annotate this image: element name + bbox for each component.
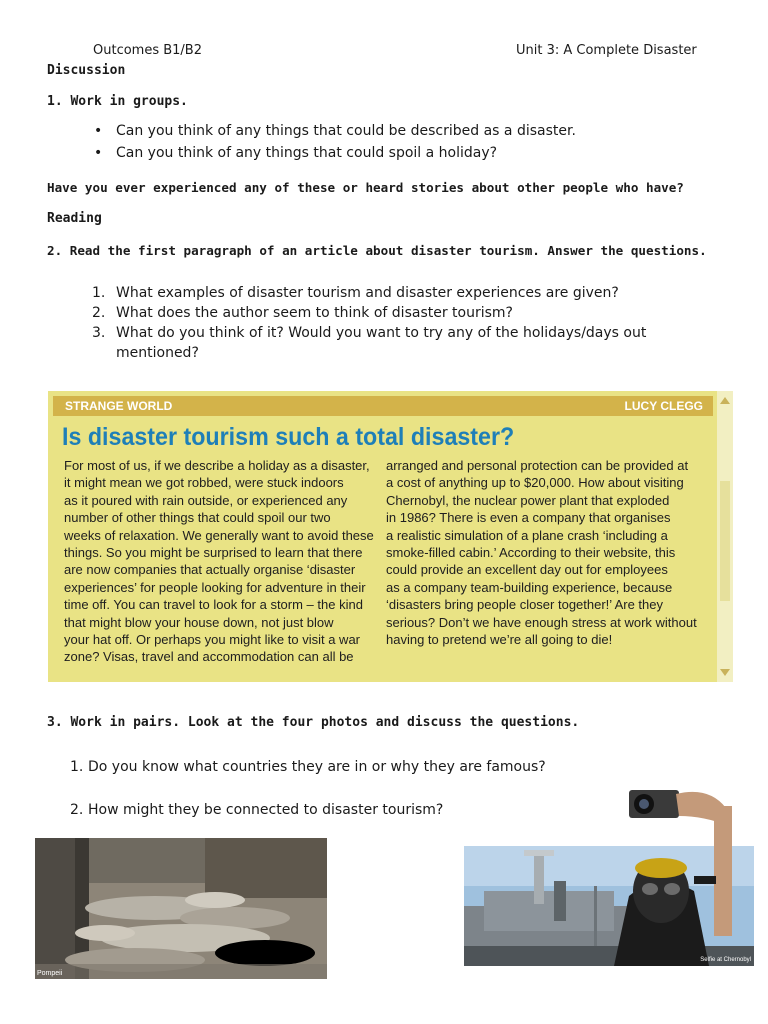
question-2-text: Read the first paragraph of an article about disaster tourism. Answer the questions. — [69, 243, 707, 258]
article-section: STRANGE WORLD — [65, 399, 173, 413]
article-line: in 1986? There is even a company that organises — [386, 510, 671, 526]
article-line: zone? Visas, travel and accommodation can all be — [64, 649, 354, 665]
article-column-2 — [386, 457, 704, 648]
bullet-item: • Can you think of any things that could spoil a holiday? — [94, 145, 576, 167]
bullet-item: • Can you think of any things that could be described as a disaster. — [94, 123, 576, 145]
discussion-bullets — [94, 123, 576, 167]
reading-question-item: mentioned? — [116, 345, 199, 361]
article-line: your hat off. Or perhaps you might like to visit a war — [64, 632, 361, 648]
followup-question: Have you ever experienced any of these or heard stories about other people who have? — [47, 180, 684, 195]
reading-questions — [92, 283, 646, 363]
article-line: number of other things that could spoil our two — [64, 510, 331, 526]
article-header-bar — [53, 396, 713, 416]
article-line: a realistic simulation of a plane crash ‘including a — [386, 527, 668, 543]
header-course: Outcomes B1/B2 — [93, 43, 202, 58]
article-line: are now companies that actually organise ‘disaster — [64, 562, 356, 578]
article-line: as a company team-building experience, because — [386, 579, 673, 595]
article-line: For most of us, if we describe a holiday as a disaster, — [64, 458, 370, 473]
article-line: ‘disasters bring people closer together!’ Are they — [386, 597, 664, 613]
header-unit: Unit 3: A Complete Disaster — [516, 43, 697, 58]
pompeii-photo — [35, 838, 327, 979]
article-scrollbar[interactable] — [717, 391, 733, 682]
article-line: weeks of relaxation. We generally want to avoid these — [64, 527, 374, 543]
pompeii-caption: Pompeii — [37, 970, 63, 977]
article-line: time off. You can travel to look for a storm – the kind — [64, 597, 363, 613]
article-line: arranged and personal protection can be provided at — [386, 458, 689, 473]
pairs-question-item: 2. How might they be connected to disaster tourism? — [70, 802, 444, 818]
article-author: LUCY CLEGG — [624, 399, 703, 413]
question-3-text: Work in pairs. Look at the four photos and discuss the questions. — [70, 715, 580, 730]
article-line: things. So you might be surprised to learn that there — [64, 545, 363, 561]
reading-question-item: 3. What do you think of it? Would you want to try any of the holidays/days out — [92, 325, 647, 341]
article-panel — [48, 391, 733, 682]
reading-question-item: 1. What examples of disaster tourism and disaster experiences are given? — [92, 285, 619, 301]
reading-question-item: 2. What does the author seem to think of disaster tourism? — [92, 305, 513, 321]
scroll-down-icon[interactable] — [720, 669, 730, 676]
article-line: smoke-filled cabin.’ According to their website, this — [386, 545, 676, 561]
article-column-1 — [64, 457, 379, 666]
article-line: it might mean we got robbed, were stuck indoors — [64, 475, 344, 491]
scroll-up-icon[interactable] — [720, 397, 730, 404]
question-3-number: 3. — [47, 715, 63, 730]
question-1 — [47, 94, 188, 109]
chernobyl-caption: Selfie at Chernobyl — [700, 957, 751, 963]
question-2 — [47, 243, 707, 258]
article-line: experiences’ for people looking for adventure in their — [64, 579, 366, 595]
article-line: Chernobyl, the nuclear power plant that exploded — [386, 492, 670, 508]
scroll-thumb[interactable] — [720, 481, 730, 601]
article-line: having to pretend we’re all going to die! — [386, 632, 613, 648]
chernobyl-photo — [464, 786, 754, 966]
chernobyl-illustration — [464, 786, 754, 966]
article-line: a cost of anything up to $20,000. How about visiting — [386, 475, 684, 491]
question-2-number: 2. — [47, 243, 63, 258]
question-3 — [47, 715, 579, 730]
article-line: that might blow your house down, not just blow — [64, 614, 334, 630]
pompeii-illustration — [35, 838, 327, 979]
question-1-number: 1. — [47, 94, 63, 109]
article-line: could provide an excellent day out for employees — [386, 562, 668, 578]
question-1-text: Work in groups. — [70, 94, 188, 109]
reading-heading: Reading — [47, 211, 102, 226]
article-title: Is disaster tourism such a total disaster? — [62, 423, 515, 451]
article-line: serious? Don’t we have enough stress at work without — [386, 614, 697, 630]
article-line: as it poured with rain outside, or experienced any — [64, 492, 348, 508]
discussion-heading: Discussion — [47, 63, 126, 78]
pairs-question-item: 1. Do you know what countries they are in or why they are famous? — [70, 759, 546, 775]
